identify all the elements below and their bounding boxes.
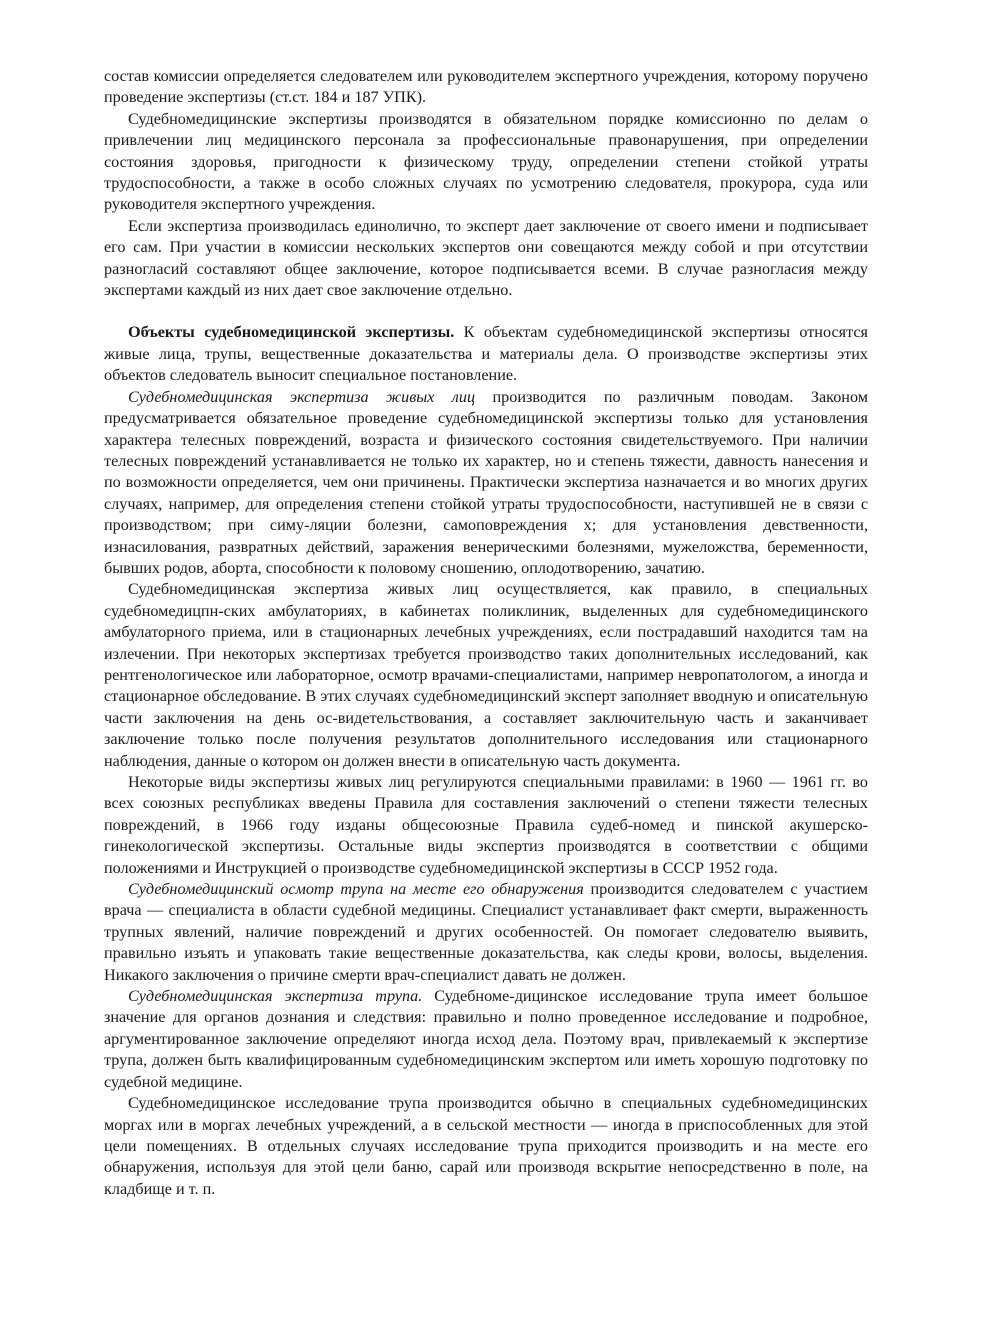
paragraph-commission-expertise: Судебномедицинские экспертизы производятся в обязательном порядке комиссионно по делам о привлечении лиц медицинского персонала за профессиональные правонарушения, при определении состояния здоровья, пригодности к физическому труду, определении степени стойкой утраты трудоспособности, а также в особо сложных случаях по усмотрению следователя, прокурора, суда или руководителя экспертного учреждения.	[104, 109, 868, 214]
section-heading-objects: Объекты судебномедицинской экспертизы.	[128, 323, 455, 342]
paragraph-corpse-expertise-text: Судебноме-дицинское исследование трупа имеет большое значение для органов дознания и следствия: правильно и полно проведенное исследование и подробное, аргументированное заключение определяют иногда исход дела. Поэтому врач, привлекаемый к экспертизе трупа, должен быть квалифицированным судебномедицинским экспертом или иметь хорошую подготовку по судебной медицине.	[104, 987, 868, 1091]
paragraph-corpse-expertise	[104, 986, 868, 1093]
paragraph-sole-expertise: Если экспертиза производилась единолично, то эксперт дает заключение от своего имени и подписывает его сам. При участии в комиссии нескольких экспертов они совещаются между собой и при отсутствии разногласий составляют общее заключение, которое подписывается всеми. В случае разногласия между экспертами каждый из них дает свое заключение отдельно.	[104, 216, 868, 300]
term-corpse-inspection: Судебномедицинский осмотр трупа на месте его обнаружения	[128, 880, 584, 899]
paragraph-special-rules: Некоторые виды экспертизы живых лиц регулируются специальными правилами: в 1960 — 1961 гг. во всех союзных республиках введены Правила для составления заключений о степени тяжести телесных повреждений, в 1966 году изданы общесоюзные Правила судеб-номед и пинской акушерско-гинекологической экспертизы. Остальные виды экспертиз производятся в соответствии с общими положениями и Инструкцией о производстве судебномедицинской экспертизы в СССР 1952 года.	[104, 773, 868, 877]
section-spacer	[104, 301, 868, 322]
paragraph-expertise-objects	[104, 322, 868, 386]
paragraph-corpse-inspection	[104, 879, 868, 986]
paragraph-living-persons-text: производится по различным поводам. Законом предусматривается обязательное проведение судебномедицинской экспертизы только для установления характера телесных повреждений, возраста и физического состояния свидетельствуемого. При наличии телесных повреждений устанавливается не только их характер, но и степень тяжести, давность нанесения и по возможности определяется, чем они причинены. Практически экспертиза назначается и во многих других случаях, например, для определения степени стойкой утраты трудоспособности, наступившей не в связи с производством; при симу-ляции болезни, самоповреждения х; для установления девственности, изнасилования, развратных действий, заражения венерическими болезнями, мужеложства, беременности, бывших родов, аборта, способности к половому сношению, оплодотворению, зачатию.	[104, 387, 868, 577]
term-living-persons: Судебномедицинская экспертиза живых лиц	[128, 387, 476, 406]
term-corpse-expertise: Судебномедицинская экспертиза трупа.	[128, 987, 423, 1006]
paragraph-commission-composition: состав комиссии определяется следователем или руководителем экспертного учреждения, которому поручено проведение экспертизы (ст.ст. 184 и 187 УПК).	[104, 67, 868, 107]
paragraph-living-persons	[104, 387, 868, 580]
paragraph-objects-text: К объектам судебномедицинской экспертизы относятся живые лица, трупы, вещественные доказательства и материалы дела. О производстве экспертизы этих объектов следователь выносит специальное постановление.	[104, 323, 868, 385]
paragraph-living-persons-place: Судебномедицинская экспертиза живых лиц осуществляется, как правило, в специальных судебномедицпн-ских амбулаториях, в кабинетах поликлиник, выделенных для судебномедицинского амбулаторного приема, или в стационарных лечебных учреждениях, если пострадавший находится там на излечении. При некоторых экспертизах требуется производство таких дополнительных исследований, как рентгенологическое или лабораторное, осмотр врачами-специалистами, например невропатологом, а иногда и стационарное обследование. В этих случаях судебномедицинский эксперт заполняет вводную и описательную части заключения на день ос-видетельствования, а составляет заключительную часть и заканчивает заключение только после получения результатов дополнительного исследования или стационарного наблюдения, данные о котором он должен внести в описательную часть документа.	[104, 580, 868, 770]
document-page	[104, 66, 868, 1200]
paragraph-corpse-inspection-text: производится следователем с участием врача — специалиста в области судебной медицины. Специалист устанавливает факт смерти, выраженность трупных явлений, наличие повреждений и других особенностей. Он помогает следователю выявить, правильно изъять и упаковать такие вещественные доказательства, как следы крови, волосы, выделения. Никакого заключения о причине смерти врач-специалист давать не должен.	[104, 880, 868, 984]
paragraph-corpse-examination-place: Судебномедицинское исследование трупа производится обычно в специальных судебномедицинских моргах или в моргах лечебных учреждений, а в сельской местности — иногда в приспособленных для этой цели помещениях. В отдельных случаях исследование трупа приходится производить и на месте его обнаружения, используя для этой цели баню, сарай или производя вскрытие непосредственно в поле, на кладбище и т. п.	[104, 1094, 868, 1198]
